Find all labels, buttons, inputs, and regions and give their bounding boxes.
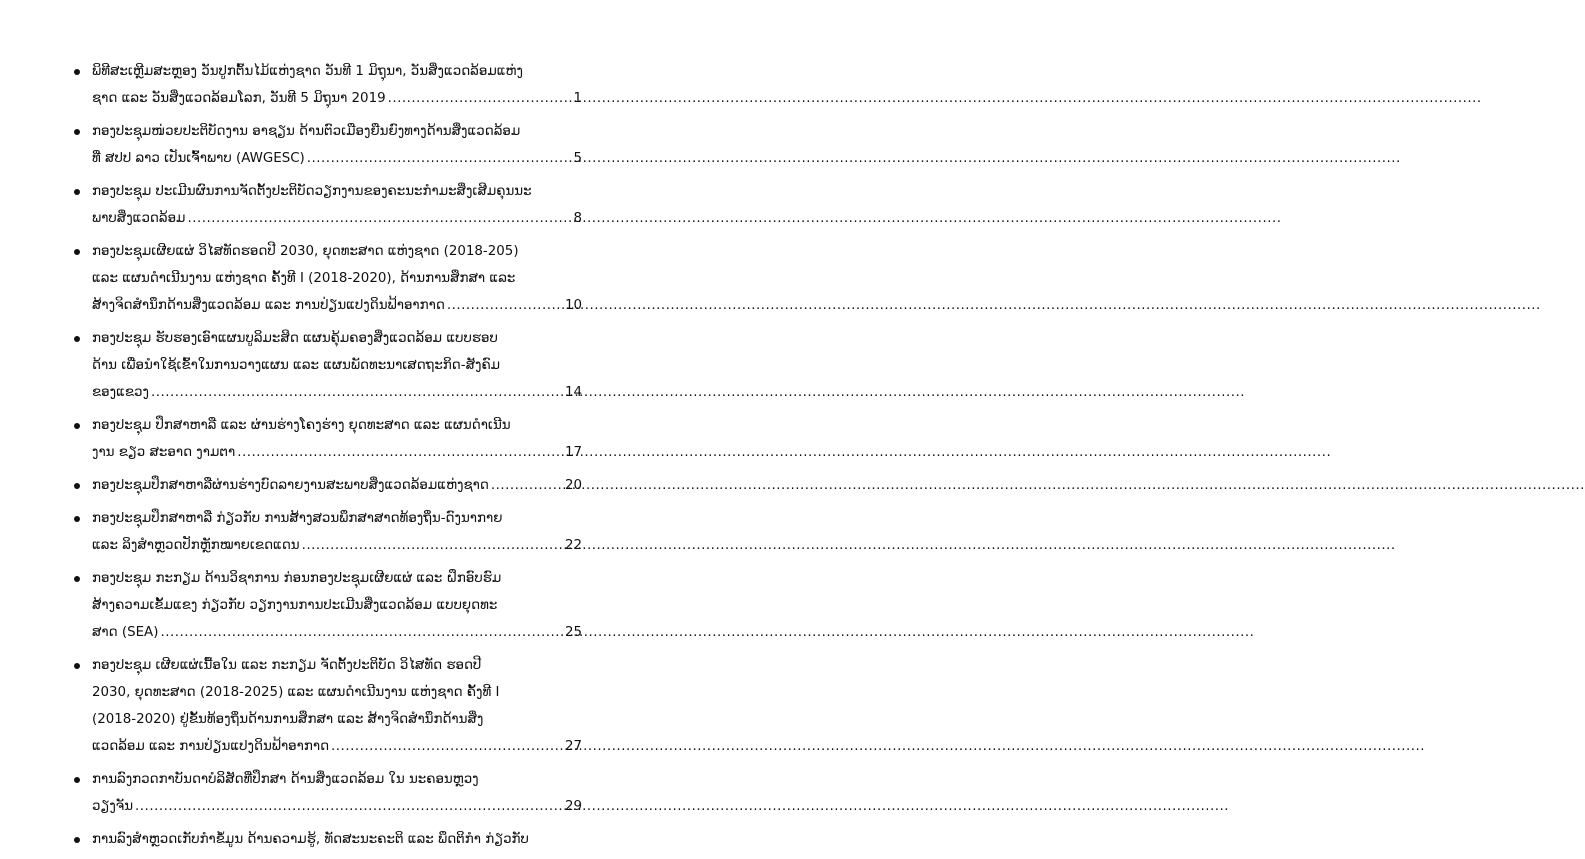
toc-page-number: 27	[564, 739, 582, 754]
dot-leader	[160, 619, 563, 646]
toc-entry-text-line: ກອງປະຊຸມໜ່ວຍປະຕິບັດງານ ອາຊຽນ ດ້ານຕົວເມືອງຍືນຍົງທາງດ້ານສິ່ງແວດລ້ອມ	[92, 124, 521, 139]
toc-entry-text-line: ກອງປະຊຸມ ກະກຽມ ດ້ານວິຊາການ ກ່ອນກອງປະຊຸມເຜີຍແຜ່ ແລະ ຝຶກອົບຮົມ	[92, 571, 502, 586]
toc-page-number: 29	[564, 799, 582, 814]
toc-entry-final-line	[92, 205, 582, 232]
toc-page-number: 17	[564, 445, 582, 460]
toc-page-number: 8	[573, 211, 582, 226]
bullet-icon	[74, 249, 80, 255]
toc-entry	[74, 766, 582, 820]
dot-leader	[331, 733, 563, 760]
toc-page-number: 10	[564, 298, 582, 313]
bullet-icon	[74, 777, 80, 783]
dot-leader	[307, 145, 572, 172]
toc-page-number: 25	[564, 625, 582, 640]
toc-entry-text-line: (2018-2020) ຢູ່ຂັ້ນທ້ອງຖິ່ນດ້ານການສຶກສາ ແລະ ສ້າງຈິດສໍານຶກດ້ານສິ່ງ	[92, 712, 484, 727]
dot-leader	[302, 532, 563, 559]
toc-entry-text-line: ທີ່ ສປປ ລາວ ເປັນເຈົ້າພາບ (AWGESC)	[92, 151, 305, 166]
toc-entry	[74, 118, 582, 172]
dot-leader	[187, 205, 571, 232]
dot-leader	[447, 292, 563, 319]
bullet-icon	[74, 189, 80, 195]
toc-entry	[74, 565, 582, 646]
bullet-icon	[74, 423, 80, 429]
bullet-icon	[74, 129, 80, 135]
toc-entry-final-line	[92, 733, 582, 760]
bullet-icon	[74, 516, 80, 522]
toc-entry-text-line: ແລະ ແຜນດໍາເນີນງານ ແຫ່ງຊາດ ຄັ້ງທີ I (2018-2020), ດ້ານການສຶກສາ ແລະ	[92, 271, 516, 286]
toc-page-number: 1	[573, 91, 582, 106]
toc-entry	[74, 826, 582, 853]
dot-leader	[237, 439, 563, 466]
toc-page-number: 14	[564, 385, 582, 400]
toc-entry-text-line: ກອງປະຊຸມເຜີຍແຜ່ ວິໄສທັດຮອດປີ 2030, ຍຸດທະສາດ ແຫ່ງຊາດ (2018-205)	[92, 244, 519, 259]
toc-entry-text-line: ຊາດ ແລະ ວັນສິ່ງແວດລ້ອມໂລກ, ວັນທີ 5 ມິຖຸນາ 2019	[92, 91, 386, 106]
toc-entry	[74, 652, 582, 760]
toc-page-number: 22	[564, 538, 582, 553]
toc-page-number: 20	[564, 478, 582, 493]
toc-entry-text-line: ຂອງແຂວງ	[92, 385, 149, 400]
toc-entry	[74, 472, 582, 499]
toc-entry-text-line: ກອງປະຊຸມ ຮັບຮອງເອົາແຜນບູລິມະສິດ ແຜນຄຸ້ມຄອງສິ່ງແວດລ້ອມ ແບບຮອບ	[92, 331, 498, 346]
toc-entry-text-line: ສ້າງຈິດສໍານຶກດ້ານສິ່ງແວດລ້ອມ ແລະ ການປ່ຽນແປງດິນຟ້າອາກາດ	[92, 298, 445, 313]
toc-entry-text-line: ງານ ຂຽວ ສະອາດ ງາມຕາ	[92, 445, 236, 460]
toc-entry	[74, 178, 582, 232]
toc-entry-text-line: ກອງປະຊຸມ ເຜີຍແຜ່ເນື້ອໃນ ແລະ ກະກຽມ ຈັດຕັ້ງປະຕິບັດ ວິໄສທັດ ຮອດປີ	[92, 658, 482, 673]
toc-entry	[74, 412, 582, 466]
toc-entry-final-line	[92, 145, 582, 172]
table-of-contents	[74, 58, 582, 859]
toc-entry-text-line: ແລະ ລິງສໍາຫຼວດປັກຫຼັກໝາຍເຂດແດນ	[92, 538, 300, 553]
toc-entry-final-line	[92, 793, 582, 820]
bullet-icon	[74, 69, 80, 75]
toc-entry	[74, 58, 582, 112]
toc-entry-final-line	[92, 472, 582, 499]
toc-entry-text-line: ສາດ (SEA)	[92, 625, 159, 640]
dot-leader	[491, 472, 563, 499]
toc-entry	[74, 325, 582, 406]
dot-leader	[151, 379, 563, 406]
toc-entry-text-line: ພາບສິ່ງແວດລ້ອມ	[92, 211, 186, 226]
toc-entry-final-line	[92, 85, 582, 112]
toc-entry-text-line: ສ້າງຄວາມເຂັ້ມແຂງ ກ່ຽວກັບ ວຽກງານການປະເມີນສິ່ງແວດລ້ອມ ແບບຍຸດທະ	[92, 598, 498, 613]
toc-entry-text-line: ກອງປະຊຸມປຶກສາຫາລື ກ່ຽວກັບ ການສ້າງສວນພຶກສາສາດທ້ອງຖິ່ນ-ດົງນາກາຍ	[92, 511, 503, 526]
bullet-icon	[74, 663, 80, 669]
dot-leader	[135, 793, 563, 820]
dot-leader	[388, 85, 572, 112]
toc-entry-final-line	[92, 292, 582, 319]
toc-entry-text-line: ການລົງສໍາຫຼວດເກັບກໍາຂໍ້ມູນ ດ້ານຄວາມຮູ້, ທັດສະນະຄະຕິ ແລະ ພຶດຕິກໍາ ກ່ຽວກັບ	[92, 832, 529, 847]
toc-entry-final-line	[92, 379, 582, 406]
toc-page-number: 5	[573, 151, 582, 166]
toc-entry-text-line: 2030, ຍຸດທະສາດ (2018-2025) ແລະ ແຜນດໍາເນີນງານ ແຫ່ງຊາດ ຄັ້ງທີ I	[92, 685, 500, 700]
toc-entry	[74, 238, 582, 319]
bullet-icon	[74, 336, 80, 342]
toc-entry-text-line: ກອງປະຊຸມ ປຶກສາຫາລື ແລະ ຜ່ານຮ່າງໂຄງຮ່າງ ຍຸດທະສາດ ແລະ ແຜນດໍາເນີນ	[92, 418, 511, 433]
toc-entry-text-line: ກອງປະຊຸມປຶກສາຫາລືຜ່ານຮ່າງບົດລາຍງານສະພາບສິ່ງແວດລ້ອມແຫ່ງຊາດ	[92, 478, 489, 493]
bullet-icon	[74, 483, 80, 489]
toc-entry-final-line	[92, 619, 582, 646]
toc-entry-text-line: ກອງປະຊຸມ ປະເມີນຜົນການຈັດຕັ້ງປະຕິບັດວຽກງານຂອງຄະນະກໍາມະສິ່ງເສີມຄຸນນະ	[92, 184, 532, 199]
toc-entry-text-line: ແວດລ້ອມ ແລະ ການປ່ຽນແປງດິນຟ້າອາກາດ	[92, 739, 330, 754]
toc-entry-final-line	[92, 439, 582, 466]
bullet-icon	[74, 576, 80, 582]
toc-entry-text-line: ວຽງຈັນ	[92, 799, 134, 814]
toc-entry	[74, 505, 582, 559]
toc-entry-text-line: ການລົງກວດກາບັນດາບໍລິສັດທີ່ປຶກສາ ດ້ານສິ່ງແວດລ້ອມ ໃນ ນະຄອນຫຼວງ	[92, 772, 479, 787]
toc-entry-text-line: ດ້ານ ເພື່ອນໍາໃຊ້ເຂົ້າໃນການວາງແຜນ ແລະ ແຜນພັດທະນາເສດຖະກິດ-ສັງຄົມ	[92, 358, 501, 373]
toc-entry-text-line: ພິທີສະເຫຼີມສະຫຼອງ ວັນປູກຕົ້ນໄມ້ແຫ່ງຊາດ ວັນທີ 1 ມິຖຸນາ, ວັນສິ່ງແວດລ້ອມແຫ່ງ	[92, 64, 523, 79]
bullet-icon	[74, 837, 80, 843]
toc-entry-final-line	[92, 532, 582, 559]
